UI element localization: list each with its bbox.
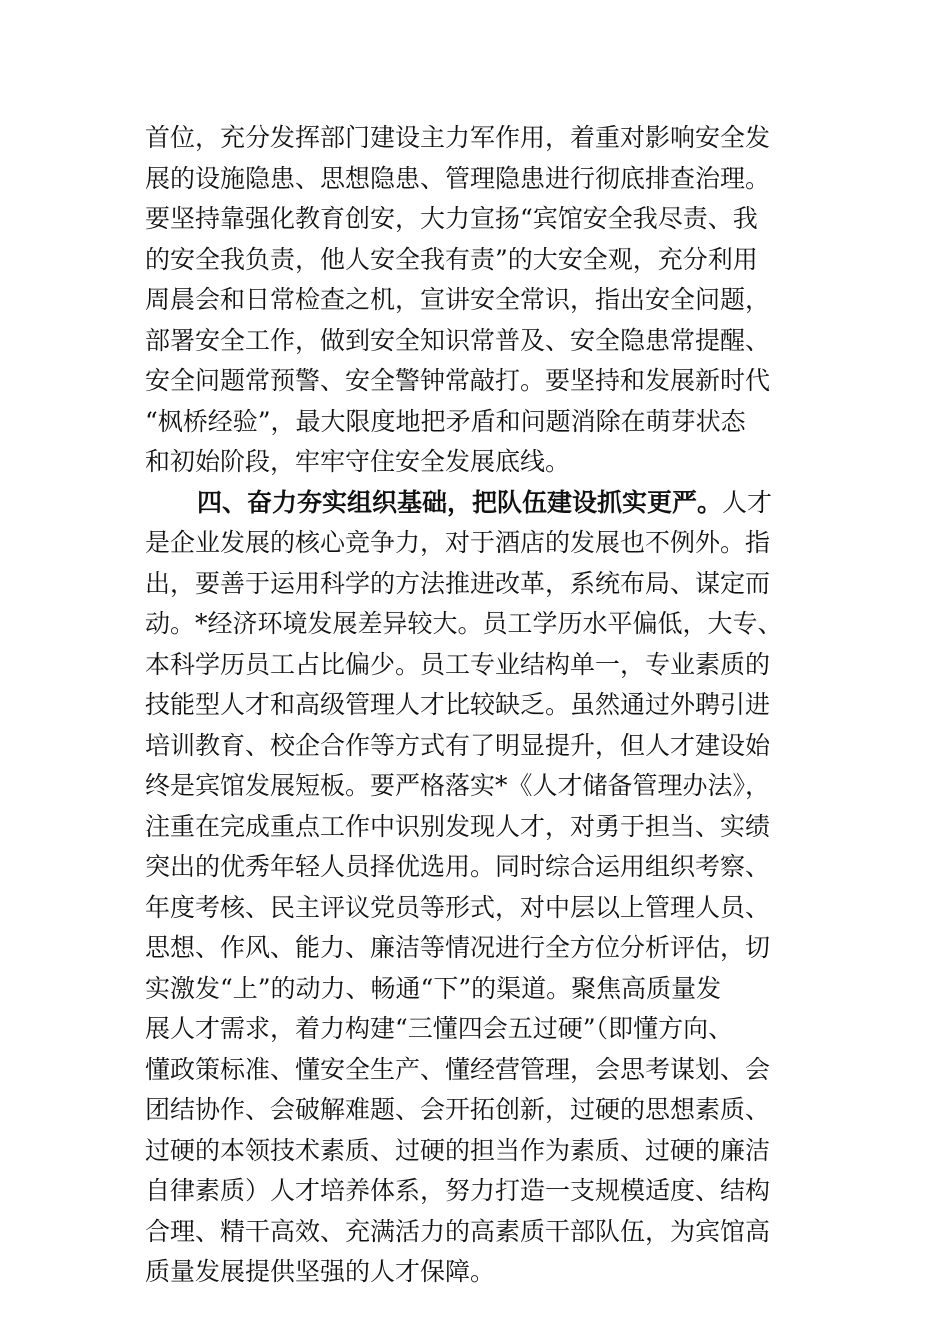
- text-line: “枫桥经验”，最大限度地把矛盾和问题消除在萌芽状态: [145, 406, 746, 436]
- text-line: 部署安全工作，做到安全知识常普及、安全隐患常提醒、: [145, 325, 771, 355]
- text-line: 实激发“上”的动力、畅通“下”的渠道。聚焦高质量发: [145, 973, 722, 1003]
- text-line: 团结协作、会破解难题、会开拓创新，过硬的思想素质、: [145, 1095, 771, 1124]
- text-line: 本科学历员工占比偏少。员工专业结构单一，专业素质的: [145, 649, 771, 679]
- paragraph-first-line: [145, 483, 810, 524]
- text-line: 质量发展提供坚强的人才保障。: [145, 1257, 496, 1286]
- text-line: 注重在完成重点工作中识别发现人才，对勇于担当、实绩: [145, 811, 771, 841]
- section-heading: 四、奋力夯实组织基础，把队伍建设抓实更严。: [197, 487, 723, 517]
- text-line: 展的设施隐患、思想隐患、管理隐患进行彻底排查治理。: [145, 163, 771, 193]
- text-line: 是企业发展的核心竞争力，对于酒店的发展也不例外。指: [145, 528, 771, 557]
- text-line: 技能型人才和高级管理人才比较缺乏。虽然通过外聘引进: [145, 690, 771, 719]
- text-line: 思想、作风、能力、廉洁等情况进行全方位分析评估，切: [145, 933, 771, 962]
- text-line: 终是宾馆发展短板。要严格落实*《人才储备管理办法》，: [145, 771, 771, 800]
- text-line: 安全问题常预警、安全警钟常敲打。要坚持和发展新时代: [145, 366, 771, 395]
- text-line: 的安全我负责，他人安全我有责”的大安全观，充分利用: [145, 244, 758, 274]
- first-line-rest: 人才: [722, 487, 773, 517]
- text-line: 周晨会和日常检查之机，宣讲安全常识，指出安全问题，: [145, 285, 771, 314]
- text-line: 自律素质）人才培养体系，努力打造一支规模适度、结构: [145, 1176, 771, 1205]
- paragraph-safety: [145, 118, 810, 483]
- text-line: 和初始阶段，牢牢守住安全发展底线。: [145, 447, 571, 476]
- text-line: 突出的优秀年轻人员择优选用。同时综合运用组织考察、: [145, 852, 771, 881]
- text-line: 合理、精干高效、充满活力的高素质干部队伍，为宾馆高: [145, 1216, 771, 1246]
- text-line: 展人才需求，着力构建“三懂四会五过硬”（即懂方向、: [145, 1014, 734, 1043]
- text-line: 过硬的本领技术素质、过硬的担当作为素质、过硬的廉洁: [145, 1135, 771, 1165]
- text-line: 年度考核、民主评议党员等形式，对中层以上管理人员、: [145, 892, 771, 922]
- paragraph-organization: [145, 483, 810, 1293]
- text-line: 出，要善于运用科学的方法推进改革，系统布局、谋定而: [145, 568, 771, 598]
- text-line: 要坚持靠强化教育创安，大力宣扬“宾馆安全我尽责、我: [145, 204, 758, 233]
- text-line: 动。*经济环境发展差异较大。员工学历水平偏低，大专、: [145, 609, 783, 638]
- text-line: 培训教育、校企合作等方式有了明显提升，但人才建设始: [145, 730, 771, 760]
- text-line: 懂政策标准、懂安全生产、懂经营管理，会思考谋划、会: [145, 1054, 771, 1084]
- document-body: [145, 118, 810, 1293]
- text-line: 首位，充分发挥部门建设主力军作用，着重对影响安全发: [145, 123, 771, 152]
